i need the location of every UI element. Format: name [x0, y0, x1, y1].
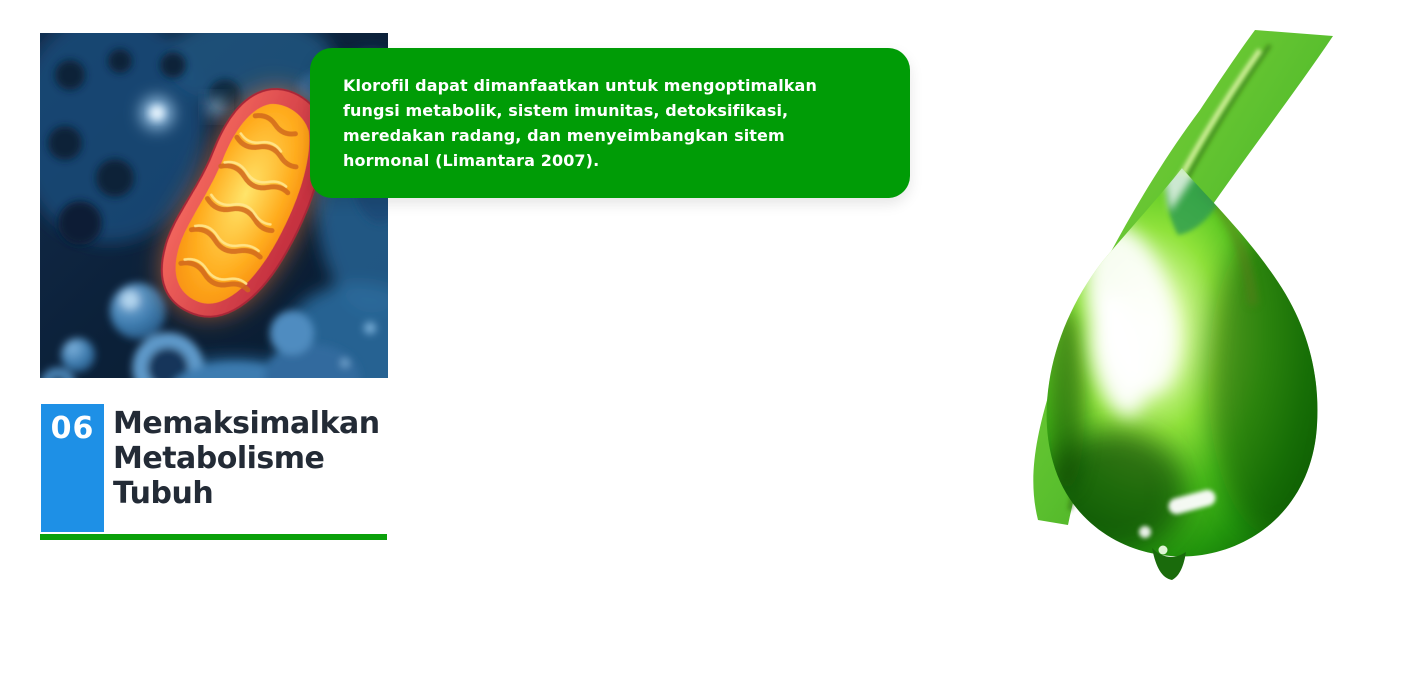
section-number: 06: [50, 411, 95, 446]
chlorophyll-droplet-image: [1020, 20, 1416, 580]
title-underline: [40, 534, 387, 540]
callout-text: Klorofil dapat dimanfaatkan untuk mengoptimalkan fungsi metabolik, sistem imunitas, detoksifikasi, meredakan radang, dan menyeimbangkan sitem hormonal (Limantara 2007).: [343, 76, 817, 170]
section-title: [113, 406, 380, 511]
callout-bubble: [310, 48, 910, 198]
section-title-line-3: Tubuh: [113, 476, 214, 511]
section-title-line-2: Metabolisme: [113, 441, 325, 476]
chlorophyll-droplet-illustration: [1020, 20, 1416, 580]
section-title-line-1: Memaksimalkan: [113, 406, 380, 441]
section-number-badge: [41, 404, 104, 532]
